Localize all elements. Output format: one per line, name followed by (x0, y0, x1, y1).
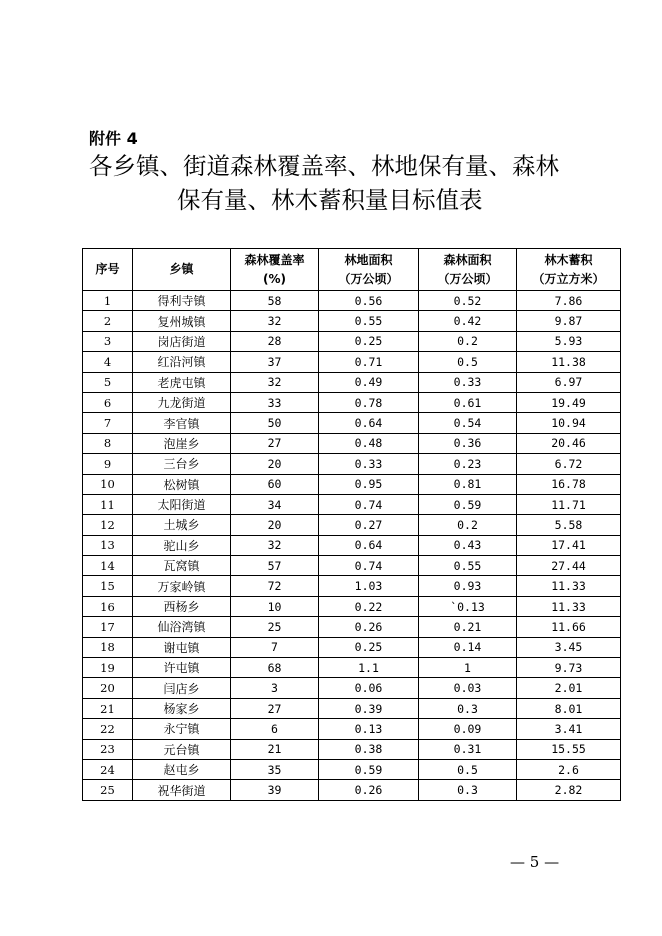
cell-index: 22 (83, 719, 133, 739)
cell-woodland: 0.06 (319, 678, 419, 698)
cell-index: 15 (83, 576, 133, 596)
cell-timber: 11.71 (517, 494, 621, 514)
cell-timber: 6.72 (517, 454, 621, 474)
cell-coverage: 20 (231, 454, 319, 474)
cell-index: 23 (83, 739, 133, 759)
cell-timber: 19.49 (517, 392, 621, 412)
cell-index: 9 (83, 454, 133, 474)
cell-forest: 0.43 (419, 535, 517, 555)
table-row (83, 413, 621, 433)
cell-township: 土城乡 (133, 515, 231, 535)
cell-timber: 2.82 (517, 780, 621, 800)
cell-forest: 0.33 (419, 372, 517, 392)
cell-township: 永宁镇 (133, 719, 231, 739)
cell-forest: 0.93 (419, 576, 517, 596)
cell-timber: 5.58 (517, 515, 621, 535)
cell-forest: 0.14 (419, 637, 517, 657)
cell-township: 闫店乡 (133, 678, 231, 698)
table-row (83, 474, 621, 494)
cell-woodland: 0.64 (319, 535, 419, 555)
cell-woodland: 0.55 (319, 311, 419, 331)
cell-woodland: 0.25 (319, 637, 419, 657)
page-title-line-1: 各乡镇、街道森林覆盖率、林地保有量、森林 (89, 152, 559, 180)
cell-timber: 17.41 (517, 535, 621, 555)
cell-index: 21 (83, 698, 133, 718)
cell-coverage: 32 (231, 372, 319, 392)
cell-index: 6 (83, 392, 133, 412)
cell-timber: 5.93 (517, 331, 621, 351)
cell-index: 13 (83, 535, 133, 555)
table-row (83, 719, 621, 739)
cell-township: 许屯镇 (133, 658, 231, 678)
cell-coverage: 60 (231, 474, 319, 494)
cell-township: 驼山乡 (133, 535, 231, 555)
cell-woodland: 0.22 (319, 596, 419, 616)
table-row (83, 617, 621, 637)
cell-township: 万家岭镇 (133, 576, 231, 596)
cell-woodland: 0.26 (319, 617, 419, 637)
cell-timber: 11.33 (517, 596, 621, 616)
cell-index: 2 (83, 311, 133, 331)
cell-coverage: 33 (231, 392, 319, 412)
table-row (83, 372, 621, 392)
table-row (83, 739, 621, 759)
cell-woodland: 0.78 (319, 392, 419, 412)
header-township: 乡镇 (133, 249, 231, 291)
cell-timber: 8.01 (517, 698, 621, 718)
cell-woodland: 1.03 (319, 576, 419, 596)
cell-timber: 3.45 (517, 637, 621, 657)
cell-coverage: 3 (231, 678, 319, 698)
cell-forest: 0.2 (419, 515, 517, 535)
cell-timber: 6.97 (517, 372, 621, 392)
cell-township: 西杨乡 (133, 596, 231, 616)
cell-forest: `0.13 (419, 596, 517, 616)
cell-coverage: 37 (231, 352, 319, 372)
cell-township: 得利寺镇 (133, 291, 231, 311)
cell-coverage: 27 (231, 433, 319, 453)
cell-forest: 0.54 (419, 413, 517, 433)
cell-township: 泡崖乡 (133, 433, 231, 453)
page-title-line-2: 保有量、林木蓄积量目标值表 (177, 186, 483, 214)
cell-woodland: 0.25 (319, 331, 419, 351)
header-forest-coverage: 森林覆盖率 (%) (231, 249, 319, 291)
cell-timber: 9.73 (517, 658, 621, 678)
cell-timber: 9.87 (517, 311, 621, 331)
cell-woodland: 0.48 (319, 433, 419, 453)
header-forest-area: 森林面积 （万公顷） (419, 249, 517, 291)
cell-coverage: 28 (231, 331, 319, 351)
table-row (83, 556, 621, 576)
cell-index: 25 (83, 780, 133, 800)
table-header-row (83, 249, 621, 291)
cell-township: 元台镇 (133, 739, 231, 759)
cell-coverage: 39 (231, 780, 319, 800)
cell-township: 瓦窝镇 (133, 556, 231, 576)
table-row (83, 515, 621, 535)
cell-index: 4 (83, 352, 133, 372)
cell-coverage: 7 (231, 637, 319, 657)
cell-woodland: 0.71 (319, 352, 419, 372)
cell-timber: 3.41 (517, 719, 621, 739)
cell-index: 17 (83, 617, 133, 637)
cell-forest: 0.61 (419, 392, 517, 412)
cell-township: 松树镇 (133, 474, 231, 494)
cell-forest: 0.81 (419, 474, 517, 494)
cell-woodland: 0.38 (319, 739, 419, 759)
cell-forest: 0.55 (419, 556, 517, 576)
attachment-label: 附件 4 (89, 129, 138, 148)
cell-coverage: 25 (231, 617, 319, 637)
cell-forest: 0.5 (419, 352, 517, 372)
cell-township: 赵屯乡 (133, 759, 231, 779)
cell-index: 11 (83, 494, 133, 514)
table-row (83, 637, 621, 657)
table-row (83, 576, 621, 596)
cell-timber: 7.86 (517, 291, 621, 311)
cell-forest: 0.3 (419, 780, 517, 800)
cell-index: 8 (83, 433, 133, 453)
table-row (83, 759, 621, 779)
cell-index: 16 (83, 596, 133, 616)
cell-woodland: 0.26 (319, 780, 419, 800)
cell-forest: 0.2 (419, 331, 517, 351)
cell-forest: 0.59 (419, 494, 517, 514)
page-number: — 5 — (510, 853, 560, 871)
cell-forest: 0.21 (419, 617, 517, 637)
header-timber-stock: 林木蓄积 （万立方米） (517, 249, 621, 291)
cell-forest: 0.03 (419, 678, 517, 698)
cell-coverage: 20 (231, 515, 319, 535)
table-row (83, 596, 621, 616)
cell-coverage: 72 (231, 576, 319, 596)
cell-index: 1 (83, 291, 133, 311)
cell-township: 谢屯镇 (133, 637, 231, 657)
header-woodland-area: 林地面积 （万公顷） (319, 249, 419, 291)
cell-woodland: 0.27 (319, 515, 419, 535)
cell-forest: 0.36 (419, 433, 517, 453)
cell-township: 三台乡 (133, 454, 231, 474)
cell-index: 20 (83, 678, 133, 698)
cell-forest: 0.3 (419, 698, 517, 718)
cell-coverage: 32 (231, 535, 319, 555)
cell-timber: 2.01 (517, 678, 621, 698)
cell-coverage: 50 (231, 413, 319, 433)
cell-forest: 0.31 (419, 739, 517, 759)
cell-township: 杨家乡 (133, 698, 231, 718)
cell-coverage: 6 (231, 719, 319, 739)
cell-index: 19 (83, 658, 133, 678)
cell-coverage: 34 (231, 494, 319, 514)
cell-timber: 10.94 (517, 413, 621, 433)
cell-index: 24 (83, 759, 133, 779)
cell-woodland: 0.59 (319, 759, 419, 779)
cell-township: 李官镇 (133, 413, 231, 433)
table-row (83, 698, 621, 718)
cell-township: 祝华街道 (133, 780, 231, 800)
cell-forest: 0.09 (419, 719, 517, 739)
cell-township: 太阳街道 (133, 494, 231, 514)
cell-coverage: 10 (231, 596, 319, 616)
cell-township: 复州城镇 (133, 311, 231, 331)
cell-woodland: 0.39 (319, 698, 419, 718)
cell-coverage: 35 (231, 759, 319, 779)
cell-township: 九龙街道 (133, 392, 231, 412)
cell-index: 3 (83, 331, 133, 351)
cell-timber: 11.66 (517, 617, 621, 637)
cell-forest: 1 (419, 658, 517, 678)
cell-woodland: 1.1 (319, 658, 419, 678)
cell-timber: 20.46 (517, 433, 621, 453)
cell-coverage: 27 (231, 698, 319, 718)
table-row (83, 311, 621, 331)
cell-forest: 0.52 (419, 291, 517, 311)
table-row (83, 331, 621, 351)
cell-timber: 11.38 (517, 352, 621, 372)
cell-township: 红沿河镇 (133, 352, 231, 372)
cell-index: 18 (83, 637, 133, 657)
cell-woodland: 0.49 (319, 372, 419, 392)
cell-timber: 27.44 (517, 556, 621, 576)
table-row (83, 494, 621, 514)
table-row (83, 291, 621, 311)
cell-index: 12 (83, 515, 133, 535)
cell-woodland: 0.33 (319, 454, 419, 474)
cell-woodland: 0.64 (319, 413, 419, 433)
cell-timber: 2.6 (517, 759, 621, 779)
table-row (83, 433, 621, 453)
cell-woodland: 0.74 (319, 556, 419, 576)
cell-township: 老虎屯镇 (133, 372, 231, 392)
table-row (83, 392, 621, 412)
cell-coverage: 57 (231, 556, 319, 576)
cell-coverage: 68 (231, 658, 319, 678)
cell-forest: 0.23 (419, 454, 517, 474)
header-index: 序号 (83, 249, 133, 291)
cell-coverage: 21 (231, 739, 319, 759)
cell-timber: 11.33 (517, 576, 621, 596)
table-row (83, 535, 621, 555)
cell-woodland: 0.13 (319, 719, 419, 739)
cell-woodland: 0.56 (319, 291, 419, 311)
cell-forest: 0.42 (419, 311, 517, 331)
target-values-table (82, 248, 621, 801)
cell-index: 7 (83, 413, 133, 433)
table-row (83, 352, 621, 372)
cell-coverage: 32 (231, 311, 319, 331)
cell-coverage: 58 (231, 291, 319, 311)
cell-index: 5 (83, 372, 133, 392)
cell-timber: 15.55 (517, 739, 621, 759)
cell-index: 10 (83, 474, 133, 494)
cell-timber: 16.78 (517, 474, 621, 494)
table-row (83, 678, 621, 698)
cell-index: 14 (83, 556, 133, 576)
table-row (83, 780, 621, 800)
cell-township: 岗店街道 (133, 331, 231, 351)
cell-woodland: 0.74 (319, 494, 419, 514)
cell-woodland: 0.95 (319, 474, 419, 494)
cell-township: 仙浴湾镇 (133, 617, 231, 637)
table-row (83, 454, 621, 474)
table-row (83, 658, 621, 678)
cell-forest: 0.5 (419, 759, 517, 779)
